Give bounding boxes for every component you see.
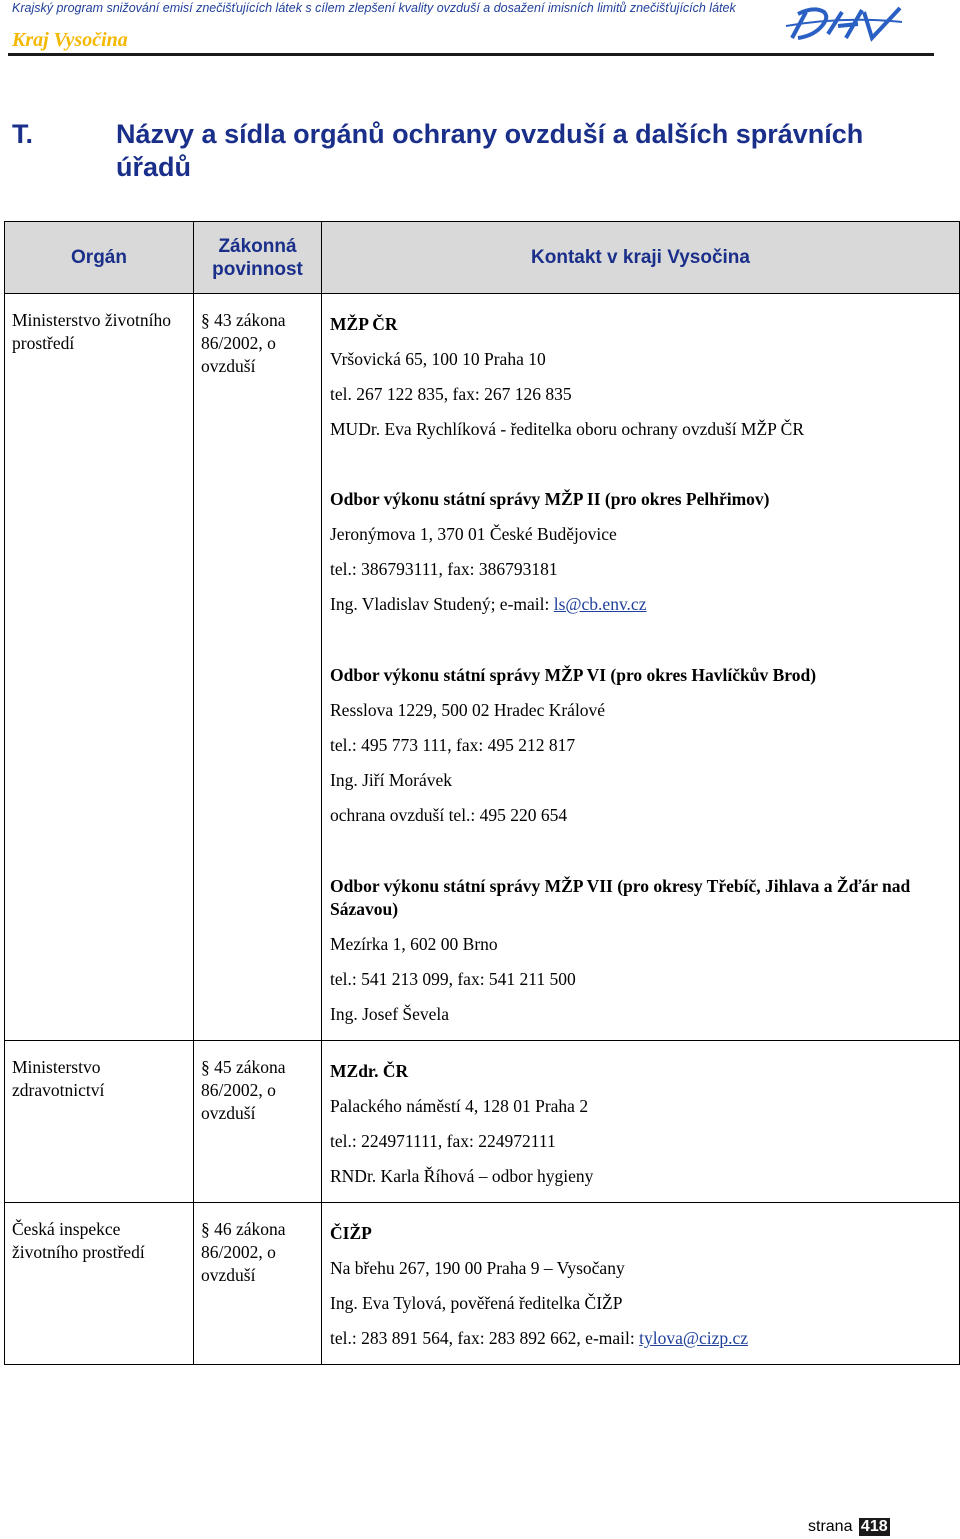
contact-line: tel.: 224971111, fax: 224972111 bbox=[330, 1131, 556, 1151]
contact-line: MŽP ČR bbox=[330, 314, 398, 334]
contact-line: ČIŽP bbox=[330, 1223, 372, 1243]
table-header-row bbox=[5, 222, 960, 294]
contact-line: Jeronýmova 1, 370 01 České Budějovice bbox=[330, 524, 617, 544]
contact-cell bbox=[322, 1203, 960, 1365]
contact-line: tel. 267 122 835, fax: 267 126 835 bbox=[330, 384, 572, 404]
contact-line: Palackého náměstí 4, 128 01 Praha 2 bbox=[330, 1096, 589, 1116]
contact-line: MUDr. Eva Rychlíková - ředitelka oboru ochrany ovzduší MŽP ČR bbox=[330, 419, 804, 439]
contact-line: RNDr. Karla Říhová – odbor hygieny bbox=[330, 1166, 594, 1186]
contact-line bbox=[330, 1321, 949, 1356]
header-divider bbox=[8, 53, 934, 56]
contact-line: Odbor výkonu státní správy MŽP VII (pro okresy Třebíč, Jihlava a Žďár nad Sázavou) bbox=[330, 876, 911, 919]
contact-line: Ing. Eva Tylová, pověřená ředitelka ČIŽP bbox=[330, 1293, 623, 1313]
contact-line: Odbor výkonu státní správy MŽP II (pro okres Pelhřimov) bbox=[330, 489, 770, 509]
contact-line: MZdr. ČR bbox=[330, 1061, 409, 1081]
contact-phone: tel.: 283 891 564, fax: 283 892 662, e-mail: bbox=[330, 1328, 640, 1348]
contact-line: Na břehu 267, 190 00 Praha 9 – Vysočany bbox=[330, 1258, 625, 1278]
column-header-contact: Kontakt v kraji Vysočina bbox=[322, 222, 960, 294]
organ-cell: Česká inspekce životního prostředí bbox=[5, 1203, 194, 1365]
contact-line: Mezírka 1, 602 00 Brno bbox=[330, 934, 498, 954]
column-header-law: Zákonná povinnost bbox=[194, 222, 322, 294]
contact-line: tel.: 541 213 099, fax: 541 211 500 bbox=[330, 969, 576, 989]
program-title: Krajský program snižování emisí znečišťujících látek s cílem zlepšení kvality ovzduší a dosažení imisních limitů znečišťujících látek bbox=[12, 1, 736, 15]
table-row bbox=[5, 294, 960, 1041]
page-number: 418 bbox=[860, 1518, 888, 1535]
law-cell: § 46 zákona 86/2002, o ovzduší bbox=[194, 1203, 322, 1365]
law-cell: § 45 zákona 86/2002, o ovzduší bbox=[194, 1041, 322, 1203]
contact-person: Ing. Vladislav Studený; e-mail: bbox=[330, 594, 554, 614]
organ-cell: Ministerstvo zdravotnictví bbox=[5, 1041, 194, 1203]
contact-line: Vršovická 65, 100 10 Praha 10 bbox=[330, 349, 546, 369]
page-footer bbox=[808, 1518, 890, 1536]
page-label: strana bbox=[808, 1518, 853, 1535]
section-title: Názvy a sídla orgánů ochrany ovzduší a dalších správních úřadů bbox=[116, 119, 864, 182]
contact-line: ochrana ovzduší tel.: 495 220 654 bbox=[330, 805, 568, 825]
dhv-logo-icon bbox=[784, 4, 904, 44]
table-row bbox=[5, 1203, 960, 1365]
contact-line: tel.: 386793111, fax: 386793181 bbox=[330, 559, 558, 579]
contact-line: Ing. Jiří Morávek bbox=[330, 770, 452, 790]
column-header-organ: Orgán bbox=[5, 222, 194, 294]
contact-line: tel.: 495 773 111, fax: 495 212 817 bbox=[330, 735, 576, 755]
contact-line: Resslova 1229, 500 02 Hradec Králové bbox=[330, 700, 606, 720]
contact-line bbox=[330, 587, 949, 622]
region-name: Kraj Vysočina bbox=[12, 29, 128, 51]
contact-line: Odbor výkonu státní správy MŽP VI (pro okres Havlíčkův Brod) bbox=[330, 665, 817, 685]
section-number: T. bbox=[12, 119, 34, 149]
authorities-table bbox=[4, 221, 960, 1365]
law-cell: § 43 zákona 86/2002, o ovzduší bbox=[194, 294, 322, 1041]
email-link[interactable]: tylova@cizp.cz bbox=[639, 1328, 749, 1348]
contact-line: Ing. Josef Ševela bbox=[330, 1004, 450, 1024]
email-link[interactable]: ls@cb.env.cz bbox=[553, 594, 647, 614]
contact-cell bbox=[322, 294, 960, 1041]
page-header bbox=[0, 0, 960, 60]
table-row bbox=[5, 1041, 960, 1203]
organ-cell: Ministerstvo životního prostředí bbox=[5, 294, 194, 1041]
contact-cell bbox=[322, 1041, 960, 1203]
